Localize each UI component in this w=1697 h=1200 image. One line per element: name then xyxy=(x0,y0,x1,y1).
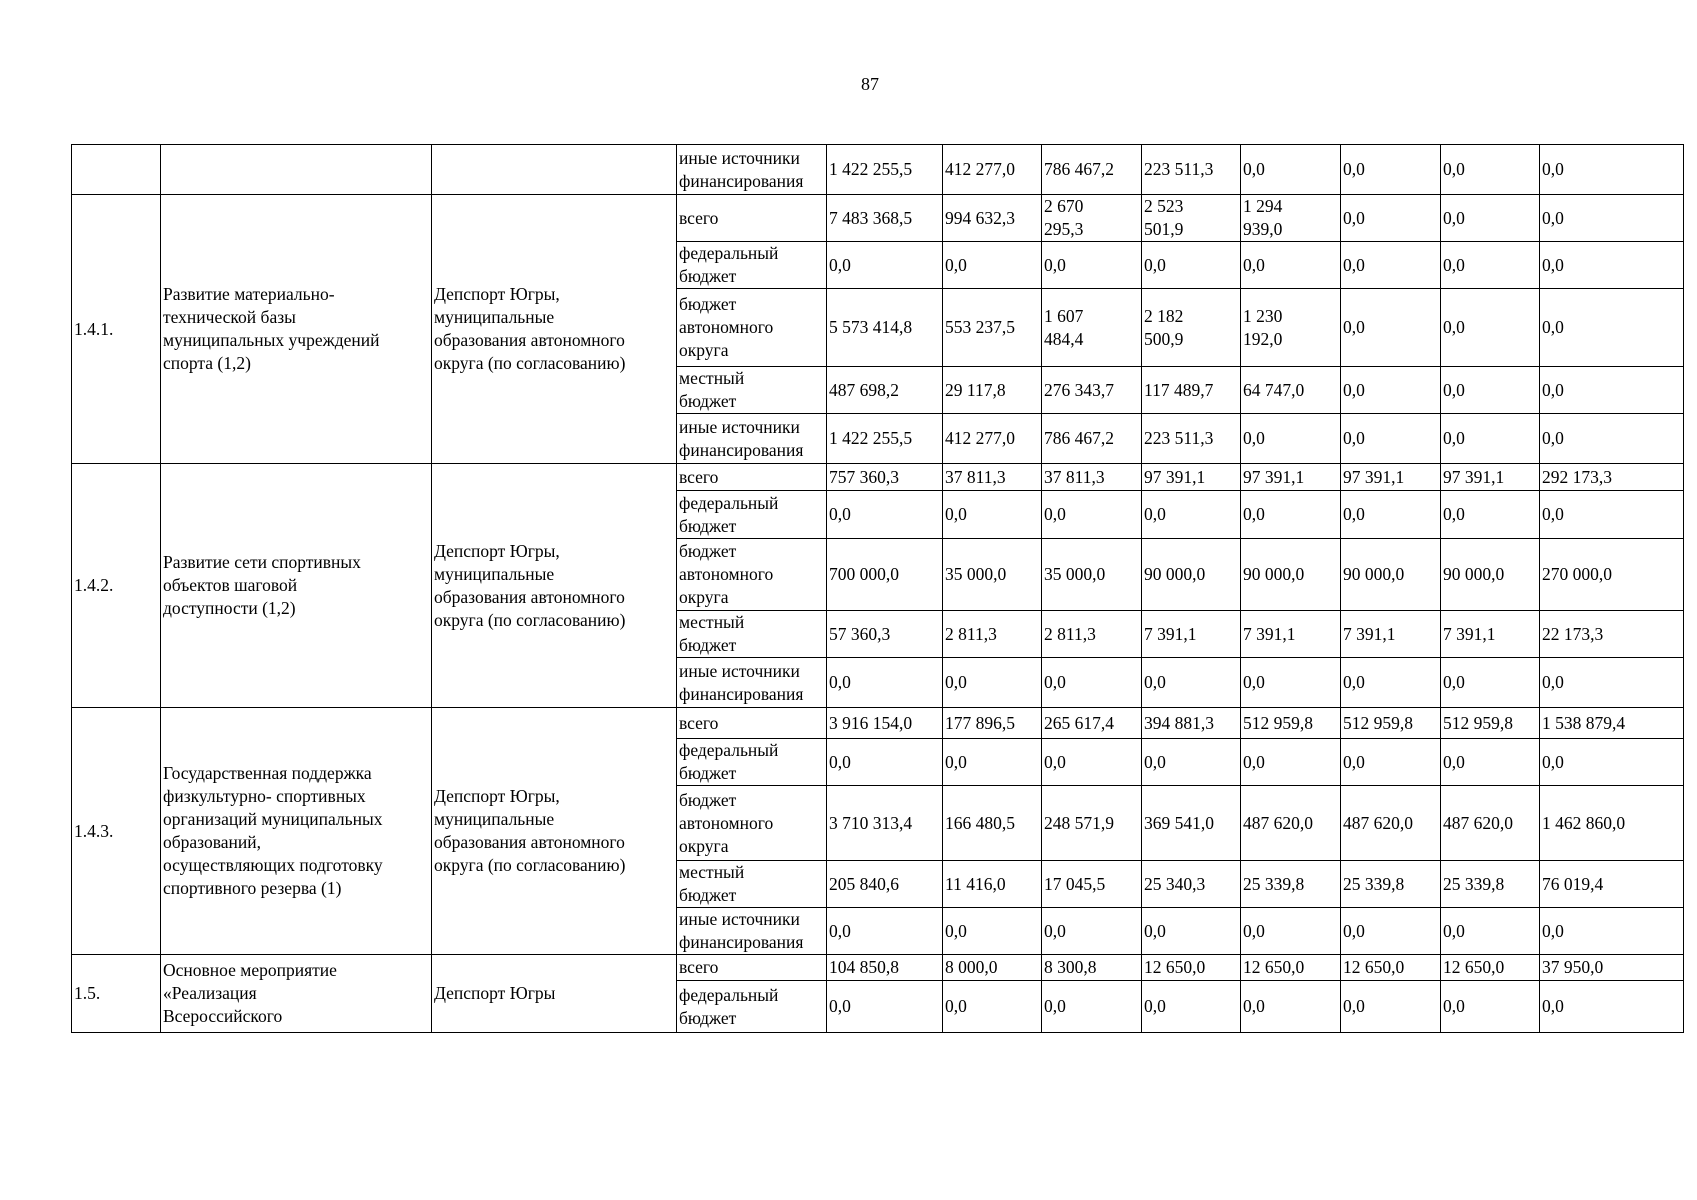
amount-cell: 2 811,3 xyxy=(1042,611,1142,658)
amount-cell: 37 950,0 xyxy=(1540,955,1684,981)
amount-cell: 369 541,0 xyxy=(1142,786,1241,861)
amount-cell: 25 339,8 xyxy=(1441,861,1540,908)
amount-cell: 0,0 xyxy=(1540,145,1684,195)
table-row xyxy=(72,145,1684,195)
amount-cell: 1 230 192,0 xyxy=(1241,289,1341,367)
amount-cell: 276 343,7 xyxy=(1042,367,1142,414)
budget-table xyxy=(71,144,1684,1033)
amount-cell: 8 000,0 xyxy=(943,955,1042,981)
amount-cell: 166 480,5 xyxy=(943,786,1042,861)
amount-cell: 0,0 xyxy=(1142,242,1241,289)
amount-cell: 0,0 xyxy=(1341,658,1441,708)
responsible-executor-cell: Депспорт Югры, муниципальные образования автономного округа (по согласованию) xyxy=(432,195,677,464)
amount-cell: 3 916 154,0 xyxy=(827,708,943,739)
amount-cell: 1 462 860,0 xyxy=(1540,786,1684,861)
amount-cell: 994 632,3 xyxy=(943,195,1042,242)
amount-cell: 786 467,2 xyxy=(1042,145,1142,195)
funding-source-cell: всего xyxy=(677,955,827,981)
amount-cell: 0,0 xyxy=(1341,367,1441,414)
amount-cell: 0,0 xyxy=(1441,491,1540,539)
responsible-executor-cell xyxy=(432,145,677,195)
amount-cell: 0,0 xyxy=(1341,981,1441,1033)
amount-cell: 512 959,8 xyxy=(1241,708,1341,739)
table-row xyxy=(72,955,1684,981)
amount-cell: 412 277,0 xyxy=(943,414,1042,464)
amount-cell: 0,0 xyxy=(943,658,1042,708)
amount-cell: 0,0 xyxy=(827,908,943,955)
amount-cell: 248 571,9 xyxy=(1042,786,1142,861)
amount-cell: 2 811,3 xyxy=(943,611,1042,658)
amount-cell: 0,0 xyxy=(1241,908,1341,955)
amount-cell: 0,0 xyxy=(943,981,1042,1033)
amount-cell: 7 391,1 xyxy=(1341,611,1441,658)
amount-cell: 0,0 xyxy=(1540,367,1684,414)
amount-cell: 757 360,3 xyxy=(827,464,943,491)
responsible-executor-cell: Депспорт Югры, муниципальные образования автономного округа (по согласованию) xyxy=(432,464,677,708)
funding-source-cell: местный бюджет xyxy=(677,611,827,658)
amount-cell: 0,0 xyxy=(1540,908,1684,955)
amount-cell: 2 670 295,3 xyxy=(1042,195,1142,242)
amount-cell: 0,0 xyxy=(1142,491,1241,539)
amount-cell: 22 173,3 xyxy=(1540,611,1684,658)
item-number-cell: 1.4.2. xyxy=(72,464,161,708)
amount-cell: 35 000,0 xyxy=(1042,539,1142,611)
item-name-cell: Развитие сети спортивных объектов шаговой доступности (1,2) xyxy=(161,464,432,708)
amount-cell: 12 650,0 xyxy=(1241,955,1341,981)
amount-cell: 0,0 xyxy=(1241,145,1341,195)
amount-cell: 394 881,3 xyxy=(1142,708,1241,739)
amount-cell: 0,0 xyxy=(943,242,1042,289)
amount-cell: 97 391,1 xyxy=(1341,464,1441,491)
amount-cell: 0,0 xyxy=(943,491,1042,539)
amount-cell: 29 117,8 xyxy=(943,367,1042,414)
amount-cell: 0,0 xyxy=(1042,242,1142,289)
amount-cell: 0,0 xyxy=(1142,908,1241,955)
amount-cell: 5 573 414,8 xyxy=(827,289,943,367)
amount-cell: 0,0 xyxy=(1241,414,1341,464)
amount-cell: 0,0 xyxy=(1341,145,1441,195)
amount-cell: 7 483 368,5 xyxy=(827,195,943,242)
amount-cell: 700 000,0 xyxy=(827,539,943,611)
item-name-cell xyxy=(161,145,432,195)
amount-cell: 0,0 xyxy=(1441,195,1540,242)
amount-cell: 0,0 xyxy=(1341,414,1441,464)
item-name-cell: Государственная поддержка физкультурно- спортивных организаций муниципальных образований, осуществляющих подготовку спортивного резерва (1) xyxy=(161,708,432,955)
amount-cell: 0,0 xyxy=(1042,739,1142,786)
amount-cell: 0,0 xyxy=(1540,289,1684,367)
amount-cell: 2 523 501,9 xyxy=(1142,195,1241,242)
amount-cell: 0,0 xyxy=(1241,739,1341,786)
amount-cell: 1 607 484,4 xyxy=(1042,289,1142,367)
funding-source-cell: местный бюджет xyxy=(677,861,827,908)
amount-cell: 37 811,3 xyxy=(943,464,1042,491)
amount-cell: 487 620,0 xyxy=(1441,786,1540,861)
responsible-executor-cell: Депспорт Югры, муниципальные образования автономного округа (по согласованию) xyxy=(432,708,677,955)
amount-cell: 0,0 xyxy=(827,242,943,289)
amount-cell: 0,0 xyxy=(1540,658,1684,708)
amount-cell: 64 747,0 xyxy=(1241,367,1341,414)
amount-cell: 90 000,0 xyxy=(1441,539,1540,611)
amount-cell: 0,0 xyxy=(1441,414,1540,464)
amount-cell: 0,0 xyxy=(1341,491,1441,539)
amount-cell: 90 000,0 xyxy=(1142,539,1241,611)
funding-source-cell: иные источники финансирования xyxy=(677,658,827,708)
amount-cell: 0,0 xyxy=(1441,739,1540,786)
amount-cell: 205 840,6 xyxy=(827,861,943,908)
amount-cell: 104 850,8 xyxy=(827,955,943,981)
amount-cell: 17 045,5 xyxy=(1042,861,1142,908)
amount-cell: 512 959,8 xyxy=(1441,708,1540,739)
amount-cell: 0,0 xyxy=(1241,658,1341,708)
amount-cell: 2 182 500,9 xyxy=(1142,289,1241,367)
amount-cell: 0,0 xyxy=(1241,981,1341,1033)
amount-cell: 90 000,0 xyxy=(1241,539,1341,611)
amount-cell: 0,0 xyxy=(1341,195,1441,242)
amount-cell: 0,0 xyxy=(1341,289,1441,367)
funding-source-cell: иные источники финансирования xyxy=(677,145,827,195)
amount-cell: 8 300,8 xyxy=(1042,955,1142,981)
amount-cell: 0,0 xyxy=(1441,242,1540,289)
amount-cell: 12 650,0 xyxy=(1341,955,1441,981)
amount-cell: 0,0 xyxy=(1042,981,1142,1033)
amount-cell: 97 391,1 xyxy=(1142,464,1241,491)
amount-cell: 0,0 xyxy=(943,739,1042,786)
table-row xyxy=(72,195,1684,242)
amount-cell: 97 391,1 xyxy=(1241,464,1341,491)
amount-cell: 487 620,0 xyxy=(1341,786,1441,861)
amount-cell: 0,0 xyxy=(1540,414,1684,464)
amount-cell: 0,0 xyxy=(1042,491,1142,539)
amount-cell: 412 277,0 xyxy=(943,145,1042,195)
funding-source-cell: местный бюджет xyxy=(677,367,827,414)
amount-cell: 25 340,3 xyxy=(1142,861,1241,908)
funding-source-cell: всего xyxy=(677,464,827,491)
funding-source-cell: федеральный бюджет xyxy=(677,739,827,786)
amount-cell: 12 650,0 xyxy=(1142,955,1241,981)
amount-cell: 25 339,8 xyxy=(1341,861,1441,908)
amount-cell: 487 620,0 xyxy=(1241,786,1341,861)
amount-cell: 0,0 xyxy=(1142,658,1241,708)
amount-cell: 0,0 xyxy=(1441,981,1540,1033)
amount-cell: 12 650,0 xyxy=(1441,955,1540,981)
amount-cell: 25 339,8 xyxy=(1241,861,1341,908)
amount-cell: 117 489,7 xyxy=(1142,367,1241,414)
amount-cell: 1 294 939,0 xyxy=(1241,195,1341,242)
amount-cell: 11 416,0 xyxy=(943,861,1042,908)
amount-cell: 0,0 xyxy=(1241,491,1341,539)
table-row xyxy=(72,464,1684,491)
funding-source-cell: иные источники финансирования xyxy=(677,908,827,955)
amount-cell: 512 959,8 xyxy=(1341,708,1441,739)
amount-cell: 0,0 xyxy=(1142,981,1241,1033)
amount-cell: 35 000,0 xyxy=(943,539,1042,611)
amount-cell: 0,0 xyxy=(1341,739,1441,786)
amount-cell: 7 391,1 xyxy=(1241,611,1341,658)
amount-cell: 0,0 xyxy=(1540,242,1684,289)
amount-cell: 0,0 xyxy=(1241,242,1341,289)
amount-cell: 1 422 255,5 xyxy=(827,145,943,195)
funding-source-cell: всего xyxy=(677,195,827,242)
amount-cell: 3 710 313,4 xyxy=(827,786,943,861)
amount-cell: 0,0 xyxy=(1540,491,1684,539)
funding-source-cell: федеральный бюджет xyxy=(677,242,827,289)
amount-cell: 0,0 xyxy=(1441,367,1540,414)
amount-cell: 0,0 xyxy=(827,658,943,708)
amount-cell: 223 511,3 xyxy=(1142,414,1241,464)
amount-cell: 7 391,1 xyxy=(1142,611,1241,658)
item-number-cell: 1.5. xyxy=(72,955,161,1033)
table-row xyxy=(72,708,1684,739)
amount-cell: 0,0 xyxy=(1540,195,1684,242)
amount-cell: 292 173,3 xyxy=(1540,464,1684,491)
item-number-cell xyxy=(72,145,161,195)
amount-cell: 0,0 xyxy=(943,908,1042,955)
amount-cell: 97 391,1 xyxy=(1441,464,1540,491)
amount-cell: 1 538 879,4 xyxy=(1540,708,1684,739)
amount-cell: 7 391,1 xyxy=(1441,611,1540,658)
funding-source-cell: бюджет автономного округа xyxy=(677,539,827,611)
funding-source-cell: иные источники финансирования xyxy=(677,414,827,464)
amount-cell: 0,0 xyxy=(1540,981,1684,1033)
amount-cell: 0,0 xyxy=(827,981,943,1033)
funding-source-cell: бюджет автономного округа xyxy=(677,786,827,861)
amount-cell: 223 511,3 xyxy=(1142,145,1241,195)
amount-cell: 786 467,2 xyxy=(1042,414,1142,464)
amount-cell: 0,0 xyxy=(1441,658,1540,708)
page-number: 87 xyxy=(861,74,879,94)
funding-source-cell: федеральный бюджет xyxy=(677,981,827,1033)
amount-cell: 0,0 xyxy=(1341,242,1441,289)
amount-cell: 1 422 255,5 xyxy=(827,414,943,464)
amount-cell: 0,0 xyxy=(827,739,943,786)
item-name-cell: Основное мероприятие «Реализация Всероссийского xyxy=(161,955,432,1033)
item-number-cell: 1.4.3. xyxy=(72,708,161,955)
amount-cell: 270 000,0 xyxy=(1540,539,1684,611)
table-body xyxy=(72,145,1684,1033)
amount-cell: 0,0 xyxy=(1441,908,1540,955)
item-number-cell: 1.4.1. xyxy=(72,195,161,464)
item-name-cell: Развитие материально- технической базы муниципальных учреждений спорта (1,2) xyxy=(161,195,432,464)
responsible-executor-cell: Депспорт Югры xyxy=(432,955,677,1033)
amount-cell: 553 237,5 xyxy=(943,289,1042,367)
funding-source-cell: бюджет автономного округа xyxy=(677,289,827,367)
amount-cell: 177 896,5 xyxy=(943,708,1042,739)
amount-cell: 0,0 xyxy=(1540,739,1684,786)
amount-cell: 0,0 xyxy=(827,491,943,539)
funding-source-cell: всего xyxy=(677,708,827,739)
amount-cell: 0,0 xyxy=(1341,908,1441,955)
amount-cell: 57 360,3 xyxy=(827,611,943,658)
funding-source-cell: федеральный бюджет xyxy=(677,491,827,539)
amount-cell: 487 698,2 xyxy=(827,367,943,414)
amount-cell: 0,0 xyxy=(1441,145,1540,195)
amount-cell: 0,0 xyxy=(1042,908,1142,955)
amount-cell: 265 617,4 xyxy=(1042,708,1142,739)
amount-cell: 0,0 xyxy=(1441,289,1540,367)
amount-cell: 90 000,0 xyxy=(1341,539,1441,611)
amount-cell: 76 019,4 xyxy=(1540,861,1684,908)
amount-cell: 37 811,3 xyxy=(1042,464,1142,491)
amount-cell: 0,0 xyxy=(1042,658,1142,708)
amount-cell: 0,0 xyxy=(1142,739,1241,786)
